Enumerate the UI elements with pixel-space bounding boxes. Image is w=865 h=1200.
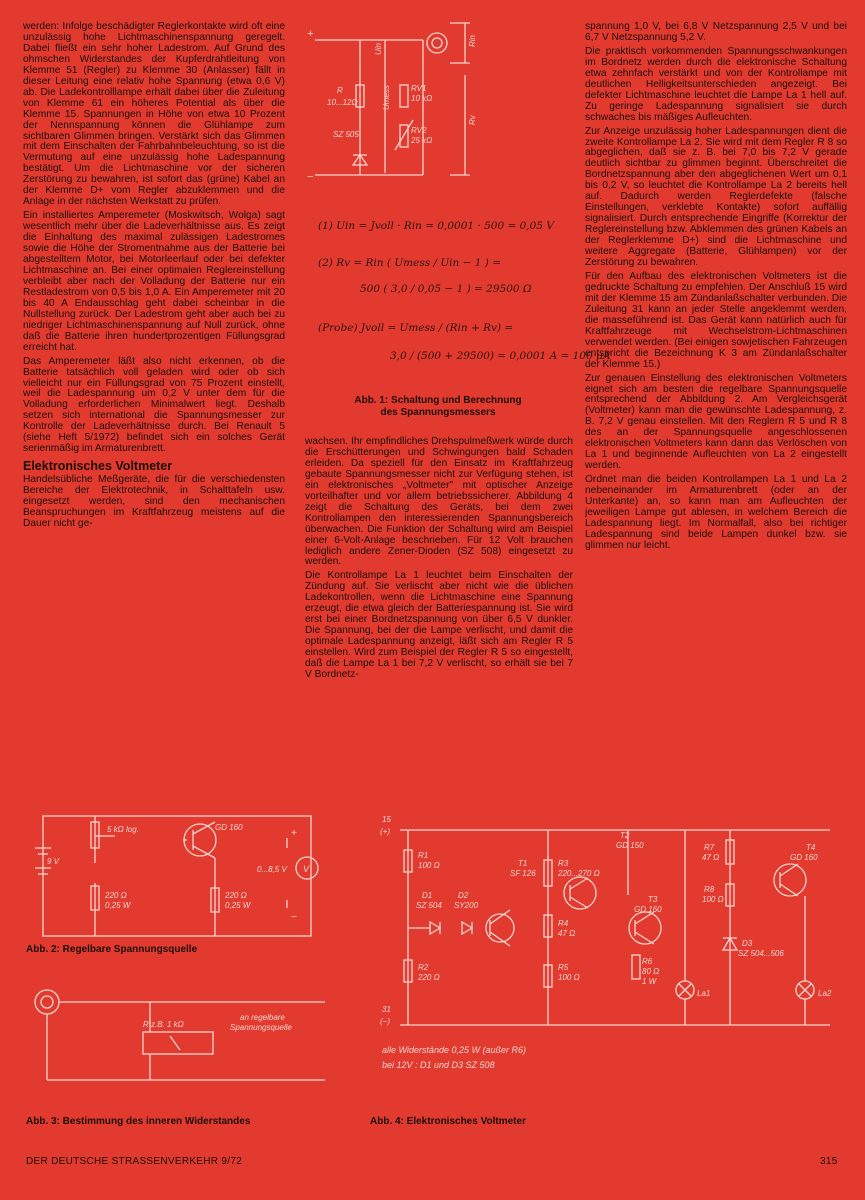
fig4-t1: T1: [518, 859, 528, 868]
fig2-pot: 5 kΩ log.: [107, 825, 139, 834]
fig1-zener: SZ 505: [333, 130, 359, 139]
fig4-terminal-15: 15: [382, 815, 391, 824]
fig1-umess: Umess: [382, 85, 391, 110]
fig2-r2-watt: 0,25 W: [225, 901, 251, 910]
fig4-r8: R8: [704, 885, 715, 894]
fig3-resistor: R z.B. 1 kΩ: [143, 1020, 184, 1029]
fig1-r-value: 10...12Ω: [327, 98, 358, 107]
col1-paragraph-4: Handelsübliche Meßgeräte, die für die verschiedensten Bereiche der Elektrotechnik, in Schalttafeln usw. eingesetzt werden, sind den mechanischen Beanspruchungen im Kraftfahrzeug meistens auf die Dauer nicht ge-: [23, 474, 285, 529]
fig4-d1-value: SZ 504: [416, 901, 442, 910]
formula-probe: (Probe) Jvoll = Umess / (Rin + Rv) =: [318, 322, 514, 334]
fig2-minus: −: [291, 912, 297, 923]
fig4-d2-value: SY200: [454, 901, 479, 910]
fig4-d2: D2: [458, 891, 469, 900]
fig1-plus: +: [307, 28, 314, 40]
formula-2: (2) Rv = Rin ( Umess / Uin − 1 ) =: [318, 257, 502, 269]
column-1: [23, 22, 285, 533]
col3-paragraph-4: Für den Aufbau des elektronischen Voltmeters ist die gedruckte Schaltung zu empfehlen. Der Anschluß 15 wird mit der Klemme 15 am Zündanlaßschalter verbunden. Die Zuleitung 31 kann an jeder Stelle angeklemmt werden, die masseführend ist. Das Gerät kann natürlich auch für Kraftfahrzeuge mit Wechselstrom-Lichtmaschinen verwendet werden. (Bei einigen sowjetischen Fahrzeugen entspricht die Bezeichnung K 3 am Zündanlaßschalter der Klemme 15.): [585, 270, 847, 370]
figure-2-caption: Abb. 2: Regelbare Spannungsquelle: [26, 944, 198, 955]
fig4-t3-value: GD 160: [634, 905, 662, 914]
fig4-r6-value: 80 Ω: [642, 967, 660, 976]
fig4-r7-value: 47 Ω: [702, 853, 720, 862]
fig4-note-1: alle Widerstände 0,25 W (außer R6): [382, 1045, 526, 1055]
fig2-range: 0...8,5 V: [257, 865, 287, 874]
fig1-rin: Rin: [468, 34, 477, 47]
col2-paragraph-1: wachsen. Ihr empfindliches Drehspulmeßwerk würde durch die Erschütterungen und Schwingungen bald Schaden erleiden. Da speziell für den Einsatz im Kraftfahrzeug gebaute Spannungsmesser nicht zur Verfügung stehen, ist ein elektronisches „Voltmeter" mit optischer Anzeige vorteilhafter und vor allem betriebssicherer. Abbildung 4 zeigt die Schaltung des Geräts, bei dem zwei Kontrollampen den interessierenden Spannungsbereich überwachen. Die Funktion der Schaltung wird am Beispiel einer 6-Volt-Anlage beschrieben. Für 12 Volt brauchen lediglich andere Zener-Dioden (SZ 508) eingesetzt zu werden.: [305, 436, 573, 568]
fig2-r1: 220 Ω: [105, 891, 127, 900]
fig4-t2: T2: [620, 831, 630, 840]
col1-paragraph-1: werden: Infolge beschädigter Reglerkontakte wird oft eine unzulässig hohe Lichtmaschinenspannung geregelt. Dabei fließt ein sehr hoher Ladestrom. Auf Grund des ohmschen Widerstandes der Kupferdrahtleitung von Klemme 51 (Regler) zu Klemme 30 (Anlasser) fällt in dieser Leitung eine relativ hohe Spannung (etwa 0,6 V) ab. Die Ladekontrolllampe erhält dabei über die Zuleitung von Klemme 61 ein höheres Potential als über die Klemme 15. Spannungen in Höhe von etwa 10 Prozent der Nennspannung können die Glühlampe zum sichtbaren Glimmen bringen. Verstärkt sich das Glimmen mit dem Einschalten der Fahrbahnbeleuchtung, so ist die Vermutung auf eine unzulässig hohe Ladespannung bestätigt. Um die Lichtmaschine vor der sicheren Zerstörung zu bewahren, ist sofort das (grüne) Kabel an der Klemme D+ vom Regler abzuklemmen und die Anlage in der nächsten Werkstatt zu prüfen.: [23, 21, 285, 208]
formula-probe-b: 3,0 / (500 + 29500) = 0,0001 A = 100 µA: [390, 350, 611, 362]
col3-paragraph-2: Die praktisch vorkommenden Spannungsschwankungen im Bordnetz werden durch die elektronische Schaltung etwa zehnfach verstärkt und von der Kontrollampe mit deutlichen Helligkeitsunterschieden angezeigt. Bei defekter Lichtmaschine leuchtet die Lampe La 1 hell auf. Zu geringe Ladespannung signalisiert sie durch schwaches bis mäßiges Aufleuchten.: [585, 45, 847, 123]
fig4-la2: La2: [818, 989, 832, 998]
col2-paragraph-2: Die Kontrollampe La 1 leuchtet beim Einschalten der Zündung auf. Sie verlischt aber nicht wie die üblichen Ladekontrollen, wenn die Lichtmaschine eine Spannung erzeugt, die etwa gleich der Batteriespannung ist. Sie wird erst bei einer Bordnetzspannung von über 6,5 V dunkler. Die Spannung, bei der die Lampe verlischt, und damit die optimale Ladespannung anzeigt, läßt sich am Regler R 5 einstellen. Wird zum Beispiel der Regler R 5 so eingestellt, daß die Lampe La 1 bei 7,2 V verlischt, so erhält sie bei 7 V Bordnetz-: [305, 570, 573, 681]
fig4-d3-value: SZ 504...506: [738, 949, 784, 958]
figure-4-circuit: [370, 800, 840, 1085]
fig1-rv1-value: 10 kΩ: [411, 94, 433, 103]
figure-3-caption: Abb. 3: Bestimmung des inneren Widerstandes: [26, 1116, 251, 1127]
fig4-d1: D1: [422, 891, 433, 900]
fig3-source-2: Spannungsquelle: [230, 1023, 292, 1032]
col1-paragraph-3: Das Amperemeter läßt also nicht erkennen, ob die Batterie tatsächlich voll geladen wird oder ob sich vielleicht nur ein Füllungsgrad von 75 Prozent einstellt, weil die Ladespannung um 0,2 V unter dem für die Volladung erforderlichen Minimalwert liegt. Deshalb setzen sich international die Spannungsmesser zur Kontrolle der Ladeverhältnisse durch. Bei Renault 5 (siehe Heft 5/1972) befindet sich ein solches Gerät serienmäßig im Armaturenbrett.: [23, 355, 285, 455]
fig2-r2: 220 Ω: [225, 891, 247, 900]
fig4-r6: R6: [642, 957, 653, 966]
fig2-voltmeter: V: [303, 864, 310, 874]
fig4-la1: La1: [697, 989, 711, 998]
footer-publication: DER DEUTSCHE STRASSENVERKEHR 9/72: [26, 1156, 243, 1167]
fig4-r5: R5: [558, 963, 569, 972]
fig4-r8-value: 100 Ω: [702, 895, 724, 904]
fig4-r3: R3: [558, 859, 569, 868]
col1-paragraph-2: Ein installiertes Amperemeter (Moskwitsch, Wolga) sagt wesentlich mehr über die Ladeverhältnisse aus. Es zeigt die Einhaltung des maximal zulässigen Ladestromes sowie die Höhe der Stromentnahme aus der Batterie bei abgestelltem Motor, bei Motorleerlauf oder bei defekter Lichtmaschine an. Bei einer optimalen Reglereinstellung verbleibt aber nach der Volladung der Batterie nur ein Restladestrom von 0,5 bis 1,0 A. Ein Amperemeter mit 20 bis 40 A Endausschlag geht dabei scheinbar in die Nullstellung zurück. Der Ladestrom geht aber auch bei zu niedriger Lichtmaschinenspannung auf Null zurück, ohne daß die Batterie ihren hundertprozentigen Füllungsgrad erreicht hat.: [23, 210, 285, 353]
col3-paragraph-6: Ordnet man die beiden Kontrollampen La 1 und La 2 nebeneinander im Armaturenbrett (oder an der Unterkante) an, so kann man am Aufleuchten der jeweiligen Lampe gut ablesen, in welchem Bereich die Ladespannung liegt. Im Normalfall, also bei richtiger Ladespannung sind beide Lampen dunkel bzw. sie glimmen nur leicht.: [585, 474, 847, 551]
fig2-plus: +: [291, 828, 297, 839]
column-3: [585, 22, 847, 555]
fig1-r: R: [337, 86, 343, 95]
col3-paragraph-1: spannung 1,0 V, bei 6,8 V Netzspannung 2,5 V und bei 6,7 V Netzspannung 5,2 V.: [585, 21, 847, 43]
fig4-r1-value: 100 Ω: [418, 861, 440, 870]
fig4-r3-value: 220...270 Ω: [558, 869, 600, 878]
fig4-r4: R4: [558, 919, 569, 928]
fig4-r5-value: 100 Ω: [558, 973, 580, 982]
fig2-transistor: GD 160: [215, 823, 243, 832]
fig4-t2-value: GD 150: [616, 841, 644, 850]
formula-2b: 500 ( 3,0 / 0,05 − 1 ) = 29500 Ω: [360, 283, 532, 295]
fig2-r1-watt: 0,25 W: [105, 901, 131, 910]
fig1-rv: Rv: [468, 115, 477, 125]
figure-1-caption: [338, 395, 538, 419]
fig3-source-1: an regelbare: [240, 1013, 285, 1022]
fig2-battery: 9 V: [47, 857, 60, 866]
column-2: [305, 437, 573, 684]
fig1-minus: −: [307, 171, 314, 183]
fig4-r2: R2: [418, 963, 429, 972]
fig1-rv2: RV2: [411, 126, 427, 135]
figure-1-circuit: [305, 15, 575, 195]
fig4-note-2: bei 12V : D1 und D3 SZ 508: [382, 1060, 495, 1070]
fig4-terminal-31: 31: [382, 1005, 391, 1014]
fig4-t1-value: SF 126: [510, 869, 536, 878]
fig4-r1: R1: [418, 851, 429, 860]
figure-1-caption-line-1: Abb. 1: Schaltung und Berechnung: [354, 395, 522, 406]
section-heading: Elektronisches Voltmeter: [23, 459, 173, 474]
fig4-t3: T3: [648, 895, 658, 904]
fig1-uin: Uin: [374, 42, 383, 55]
fig4-t4-value: GD 160: [790, 853, 818, 862]
figure-2-circuit: [25, 808, 335, 943]
fig4-r4-value: 47 Ω: [558, 929, 576, 938]
col3-paragraph-3: Zur Anzeige unzulässig hoher Ladespannungen dient die zweite Kontrollampe La 2. Sie wird mit dem Regler R 8 so abgeglichen, daß sie z. B. bei 7,0 bis 7,2 V gerade deutlich sichtbar zu glimmen beginnt. Überschreitet die Bordnetzspannung aber den abgeglichenen Wert um 0,1 bis 0,2 V, so leuchtet die Kontrollampe La 2 bereits hell auf. Dadurch werden Reglerdefekte (falsche Einstellungen, verklebte Kontakte) sofort auffällig signalisiert. Durch entsprechende Eingriffe (Korrektur der Reglereinstellung bzw. Abklemmen des grünen Kabels an der Reglerklemme D+) sind die Lichtmaschine und weitere Aggregate (Batterie, Glühlampen) vor der Zerstörung zu bewahren.: [585, 125, 847, 269]
fig1-rv2-value: 25 kΩ: [411, 136, 433, 145]
fig4-r7: R7: [704, 843, 715, 852]
fig4-t4: T4: [806, 843, 816, 852]
figure-1-caption-line-2: des Spannungsmessers: [380, 407, 496, 418]
fig4-r6-watt: 1 W: [642, 977, 657, 986]
figure-3-circuit: [25, 980, 335, 1095]
fig1-rv1: RV1: [411, 84, 427, 93]
fig4-r2-value: 220 Ω: [418, 973, 440, 982]
fig4-terminal-15-plus: (+): [380, 827, 390, 836]
figure-4-caption: Abb. 4: Elektronisches Voltmeter: [370, 1116, 526, 1127]
col3-paragraph-5: Zur genauen Einstellung des elektronischen Voltmeters eignet sich am besten die regelbare Spannungsquelle entsprechend der Abbildung 2. Am Vergleichsgerät (Voltmeter) kann man die gewünschte Ladespannung, z. B. 7,2 V genau einstellen. Mit den Reglern R 5 und R 8 des an der Spannungsquelle angeschlossenen elektronischen Voltmeters kann dann das Verlöschen von La 1 und beginnende Aufleuchten von La 2 eingestellt werden.: [585, 372, 847, 472]
formula-1: (1) Uin = Jvoll · Rin = 0,0001 · 500 = 0,05 V: [318, 220, 554, 232]
fig4-terminal-31-minus: (−): [380, 1017, 390, 1026]
fig4-d3: D3: [742, 939, 753, 948]
page-number: 315: [820, 1156, 838, 1167]
